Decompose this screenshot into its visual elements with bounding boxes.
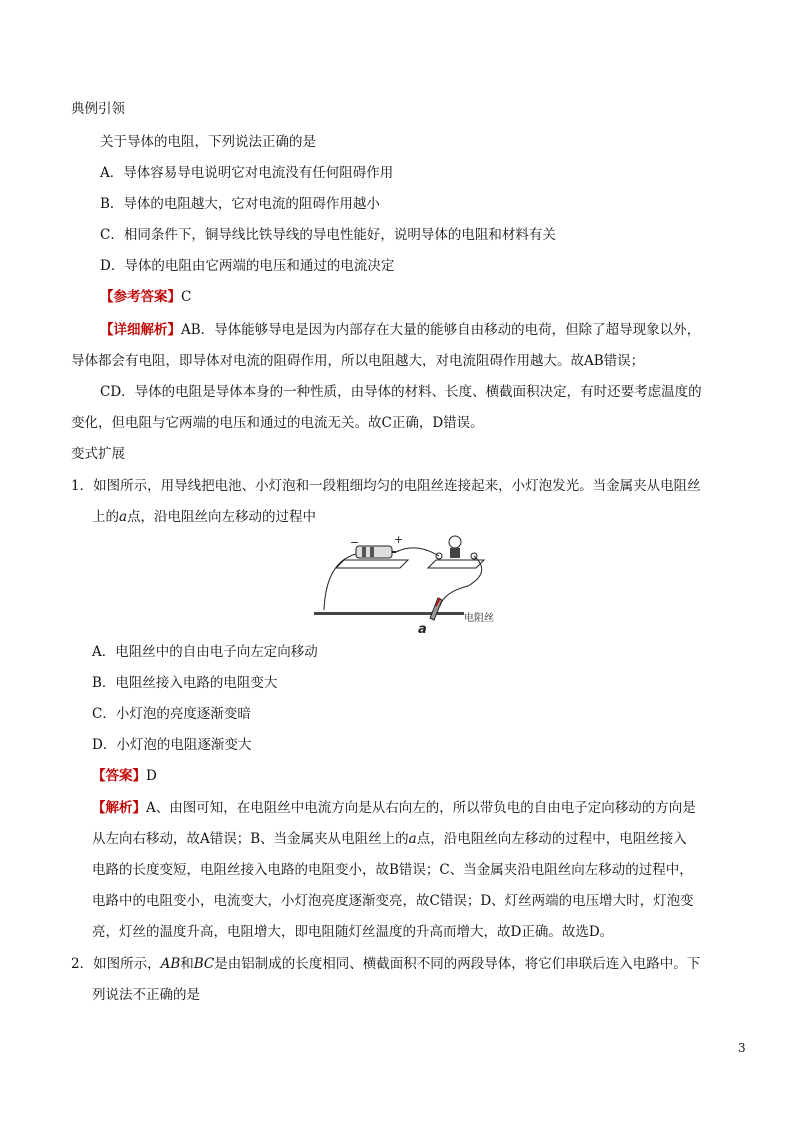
example-analysis-text-1: AB．导体能够导电是因为内部存在大量的能够自由移动的电荷，但除了超导现象以外，: [181, 322, 701, 338]
q1-answer-value: D: [146, 768, 157, 784]
circuit-figure: [312, 532, 512, 638]
figure-label-a: a: [418, 622, 427, 637]
metal-clip: [430, 598, 442, 620]
example-answer-value: C: [181, 289, 192, 305]
q1-analysis-text-2a: 从左向右移动，故A错误；B、当金属夹从电阻丝上的: [92, 831, 409, 847]
q1-analysis-line-5: 亮，灯丝的温度升高，电阻增大，即电阻随灯丝温度的升高而增大，故D正确。故选D。: [92, 924, 614, 940]
q2-line-1-pre: 2．如图所示，: [71, 956, 161, 972]
battery-plus: +: [394, 533, 404, 546]
q2-line-1-mid: 和: [180, 956, 194, 972]
q1-analysis-line-2: [92, 830, 687, 848]
q1-analysis-line-4: 电路中的电阻变小，电流变大，小灯泡亮度逐渐变亮，故C错误；D、灯丝两端的电压增大时，灯泡变: [92, 893, 694, 909]
section-title-example: 典例引领: [71, 101, 125, 117]
example-option-a: A．导体容易导电说明它对电流没有任何阻碍作用: [100, 165, 394, 181]
q2-line-2: 列说法不正确的是: [92, 987, 200, 1003]
example-option-c: C．相同条件下，铜导线比铁导线的导电性能好，说明导体的电阻和材料有关: [100, 227, 556, 243]
q1-analysis-line-1: [92, 799, 696, 817]
q2-var-bc: BC: [193, 956, 215, 972]
bulb-icon: [449, 536, 461, 548]
example-option-d: D．导体的电阻由它两端的电压和通过的电流决定: [100, 258, 395, 274]
q1-var-a: a: [119, 509, 128, 525]
q2-var-ab: AB: [160, 956, 181, 972]
q1-analysis-var-a: a: [408, 831, 417, 847]
example-analysis-line-1: [100, 321, 700, 339]
example-answer: [100, 288, 191, 306]
q1-answer-tag: 【答案】: [92, 768, 146, 784]
bulb-board: [428, 560, 484, 568]
battery-board: [336, 560, 408, 568]
q1-option-c: C．小灯泡的亮度逐渐变暗: [92, 706, 251, 722]
q1-line-1: 1．如图所示，用导线把电池、小灯泡和一段粗细均匀的电阻丝连接起来，小灯泡发光。当金属夹从电阻丝: [71, 478, 701, 494]
q1-analysis-line-3: 电路的长度变短，电阻丝接入电路的电阻变小，故B错误；C、当金属夹沿电阻丝向左移动的过程中，: [92, 862, 693, 878]
example-analysis-line-3: CD．导体的电阻是导体本身的一种性质，由导体的材料、长度、横截面积决定，有时还要考虑温度的: [100, 384, 702, 400]
figure-label-wire: 电阻丝: [464, 613, 494, 624]
q2-line-1-post: 是由铝制成的长度相同、横截面积不同的两段导体，将它们串联后连入电路中。下: [214, 956, 701, 972]
q1-analysis-text-1: A、由图可知，在电阻丝中电流方向是从右向左的，所以带负电的自由电子定向移动的方向是: [146, 800, 696, 816]
q1-option-a: A．电阻丝中的自由电子向左定向移动: [92, 644, 318, 660]
q1-analysis-tag: 【解析】: [92, 800, 146, 816]
battery-minus: −: [350, 536, 360, 549]
example-question: 关于导体的电阻，下列说法正确的是: [100, 134, 316, 150]
q2-line-1: [71, 955, 700, 973]
section-title-variation: 变式扩展: [71, 446, 125, 462]
example-analysis-tag: 【详细解析】: [100, 322, 181, 338]
q1-line-2-pre: 上的: [92, 509, 119, 525]
q1-line-2: [92, 508, 316, 526]
q1-analysis-text-2b: 点，沿电阻丝向左移动的过程中，电阻丝接入: [416, 831, 687, 847]
example-analysis-line-4: 变化，但电阻与它两端的电压和通过的电流无关。故C正确，D错误。: [71, 415, 484, 431]
q1-answer: [92, 767, 157, 785]
resistance-wire: [314, 612, 464, 615]
page-number: 3: [738, 1041, 746, 1055]
q1-option-d: D．小灯泡的电阻逐渐变大: [92, 737, 252, 753]
example-analysis-line-2: 导体都会有电阻，即导体对电流的阻碍作用，所以电阻越大，对电流阻碍作用越大。故AB错误；: [71, 353, 645, 369]
q1-option-b: B．电阻丝接入电路的电阻变大: [92, 675, 278, 691]
q1-line-2-post: 点，沿电阻丝向左移动的过程中: [127, 509, 317, 525]
example-answer-tag: 【参考答案】: [100, 289, 181, 305]
example-option-b: B．导体的电阻越大，它对电流的阻碍作用越小: [100, 196, 380, 212]
